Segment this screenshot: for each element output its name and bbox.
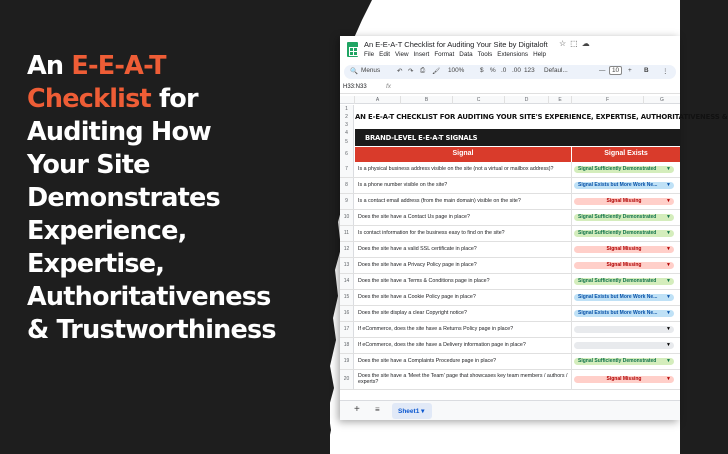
headline-text: Expertise, bbox=[27, 249, 165, 279]
cell-divider bbox=[571, 194, 572, 209]
title-bar bbox=[340, 36, 680, 62]
document-title[interactable]: An E-E-A-T Checklist for Auditing Your Site by Digitaloft bbox=[364, 40, 548, 49]
chevron-down-icon: ▼ bbox=[666, 326, 671, 332]
signal-question-cell[interactable]: Does the site have a Terms & Conditions page in place? bbox=[358, 278, 490, 284]
redo-icon[interactable]: ↷ bbox=[408, 68, 414, 75]
headline-text: Experience, bbox=[27, 216, 187, 246]
cell-divider bbox=[571, 242, 572, 257]
chevron-down-icon: ▼ bbox=[666, 182, 671, 188]
section-band bbox=[355, 129, 680, 146]
row-number[interactable]: 6 bbox=[340, 147, 354, 162]
font-select[interactable]: Defaul... bbox=[544, 67, 568, 74]
chevron-down-icon: ▼ bbox=[666, 358, 671, 364]
signal-question-cell[interactable]: Does the site have a 'Meet the Team' page that showcases key team members / authors / experts? bbox=[358, 373, 568, 386]
signal-question-cell[interactable]: Does the site have a Complaints Procedure page in place? bbox=[358, 358, 497, 364]
row-number[interactable]: 1 bbox=[340, 105, 354, 113]
chevron-down-icon: ▼ bbox=[666, 278, 671, 284]
status-dropdown-chip[interactable] bbox=[574, 182, 674, 189]
menu-file[interactable]: File bbox=[364, 51, 375, 58]
column-header[interactable]: A bbox=[354, 96, 400, 104]
font-size-input[interactable]: 10 bbox=[609, 66, 622, 75]
column-header[interactable]: B bbox=[400, 96, 452, 104]
status-dropdown-chip[interactable] bbox=[574, 230, 674, 237]
table-row bbox=[340, 242, 680, 258]
row-number[interactable]: 8 bbox=[340, 178, 354, 193]
headline bbox=[27, 50, 327, 347]
headline-text: & Trustworthiness bbox=[27, 315, 276, 345]
status-dropdown-chip[interactable] bbox=[574, 198, 674, 205]
row-number[interactable]: 2 bbox=[340, 113, 354, 121]
row-number[interactable]: 3 bbox=[340, 121, 354, 129]
status-dropdown-chip[interactable] bbox=[574, 376, 674, 383]
chevron-down-icon: ▼ bbox=[666, 246, 671, 252]
percent-button[interactable]: % bbox=[490, 67, 496, 74]
cell-divider bbox=[571, 274, 572, 289]
signal-question-cell[interactable]: Is a contact email address (from the main domain) visible on the site? bbox=[358, 198, 521, 204]
signal-question-cell[interactable]: Is contact information for the business easy to find on the site? bbox=[358, 230, 505, 236]
table-row bbox=[340, 370, 680, 390]
status-dropdown-chip[interactable] bbox=[574, 294, 674, 301]
column-header[interactable]: D bbox=[504, 96, 548, 104]
status-dropdown-chip[interactable] bbox=[574, 326, 674, 333]
menu-data[interactable]: Data bbox=[459, 51, 473, 58]
menu-bar bbox=[364, 51, 551, 58]
table-row bbox=[340, 162, 680, 178]
move-icon[interactable]: ⬚ bbox=[570, 39, 582, 48]
row-number[interactable]: 14 bbox=[340, 274, 354, 289]
menu-insert[interactable]: Insert bbox=[413, 51, 430, 58]
number-format-button[interactable]: 123 bbox=[524, 67, 535, 74]
table-row bbox=[340, 338, 680, 354]
status-label: Signal Missing bbox=[606, 198, 642, 204]
table-row bbox=[340, 290, 680, 306]
currency-button[interactable]: $ bbox=[480, 67, 484, 74]
status-dropdown-chip[interactable] bbox=[574, 262, 674, 269]
cloud-icon[interactable]: ☁ bbox=[581, 39, 594, 48]
headline-text: Auditing How bbox=[27, 117, 211, 147]
column-header[interactable]: C bbox=[452, 96, 504, 104]
headline-text: Demonstrates bbox=[27, 183, 220, 213]
chevron-down-icon: ▼ bbox=[666, 214, 671, 220]
column-header[interactable]: G bbox=[643, 96, 680, 104]
row-number[interactable]: 16 bbox=[340, 306, 354, 321]
font-size-decrease-button[interactable]: — bbox=[599, 67, 606, 74]
more-icon[interactable]: ⋮ bbox=[662, 68, 669, 75]
chevron-down-icon: ▼ bbox=[666, 342, 671, 348]
row-number[interactable]: 20 bbox=[340, 370, 354, 389]
status-label: Signal Sufficiently Demonstrated bbox=[578, 166, 657, 172]
menu-format[interactable]: Format bbox=[434, 51, 455, 58]
chevron-down-icon: ▼ bbox=[666, 310, 671, 316]
headline-text: for bbox=[150, 84, 198, 114]
chevron-down-icon: ▼ bbox=[666, 376, 671, 382]
cell-divider bbox=[571, 178, 572, 193]
search-icon[interactable]: 🔍 bbox=[350, 68, 358, 75]
column-headers bbox=[340, 96, 680, 104]
signal-question-cell[interactable]: Is a phone number visible on the site? bbox=[358, 182, 448, 188]
signal-question-cell[interactable]: Does the site have a Contact Us page in place? bbox=[358, 214, 470, 220]
signal-question-cell[interactable]: Does the site have a valid SSL certificate in place? bbox=[358, 246, 477, 252]
sheets-logo-icon[interactable] bbox=[347, 42, 358, 57]
header-signal-exists[interactable]: Signal Exists bbox=[604, 150, 648, 157]
headline-text: Your Site bbox=[27, 150, 150, 180]
signal-question-cell[interactable]: If eCommerce, does the site have a Delivery information page in place? bbox=[358, 342, 526, 348]
status-label: Signal Sufficiently Demonstrated bbox=[578, 230, 657, 236]
cell-divider bbox=[571, 370, 572, 389]
chevron-down-icon: ▼ bbox=[666, 230, 671, 236]
table-row bbox=[340, 210, 680, 226]
signal-question-cell[interactable]: Does the site have a Cookie Policy page in place? bbox=[358, 294, 476, 300]
print-icon[interactable]: ⎙ bbox=[420, 67, 426, 74]
status-label: Signal Sufficiently Demonstrated bbox=[578, 358, 657, 364]
row-number[interactable]: 11 bbox=[340, 226, 354, 241]
headline-panel bbox=[0, 0, 330, 454]
table-row bbox=[340, 194, 680, 210]
table-row bbox=[340, 178, 680, 194]
row-number[interactable]: 4 bbox=[340, 129, 354, 138]
row-number[interactable]: 7 bbox=[340, 162, 354, 177]
cell-divider bbox=[571, 306, 572, 321]
decrease-decimal-button[interactable]: .0 bbox=[501, 67, 507, 74]
cell-divider bbox=[571, 322, 572, 337]
row-number[interactable]: 9 bbox=[340, 194, 354, 209]
sheet-tab[interactable] bbox=[392, 403, 432, 419]
status-label: Signal Exists but More Work Ne... bbox=[578, 294, 658, 300]
signal-question-cell[interactable]: Does the site have a Privacy Policy page in place? bbox=[358, 262, 477, 268]
status-dropdown-chip[interactable] bbox=[574, 166, 674, 173]
row-number[interactable]: 19 bbox=[340, 354, 354, 369]
toolbar bbox=[344, 65, 676, 79]
status-dropdown-chip[interactable] bbox=[574, 278, 674, 285]
menu-view[interactable]: View bbox=[395, 51, 409, 58]
status-label: Signal Missing bbox=[606, 376, 642, 382]
cell-divider bbox=[571, 162, 572, 177]
row-number[interactable]: 17 bbox=[340, 322, 354, 337]
chevron-down-icon: ▼ bbox=[666, 198, 671, 204]
section-label[interactable]: BRAND-LEVEL E-E-A-T SIGNALS bbox=[365, 134, 478, 142]
status-label: Signal Missing bbox=[606, 246, 642, 252]
signal-question-cell[interactable]: Is a physical business address visible on the site (not a virtual or mailbox address)? bbox=[358, 166, 554, 172]
bold-button[interactable]: B bbox=[644, 67, 649, 74]
table-row bbox=[340, 226, 680, 242]
headline-text: An bbox=[27, 51, 72, 81]
menu-edit[interactable]: Edit bbox=[379, 51, 391, 58]
row-number[interactable]: 10 bbox=[340, 210, 354, 225]
status-dropdown-chip[interactable] bbox=[574, 342, 674, 349]
column-header[interactable]: E bbox=[548, 96, 571, 104]
cell-divider bbox=[571, 338, 572, 353]
status-label: Signal Exists but More Work Ne... bbox=[578, 182, 658, 188]
headline-accent: E-E-A-T bbox=[71, 51, 166, 81]
status-label: Signal Exists but More Work Ne... bbox=[578, 310, 658, 316]
signal-question-cell[interactable]: Does the site display a clear Copyright notice? bbox=[358, 310, 467, 316]
zoom-select[interactable]: 100% bbox=[448, 67, 465, 74]
chevron-down-icon: ▼ bbox=[666, 262, 671, 268]
table-row bbox=[340, 274, 680, 290]
sheet-title[interactable]: AN E-E-A-T CHECKLIST FOR AUDITING YOUR SITE'S EXPERIENCE, EXPERTISE, AUTHORITATIVENESS & bbox=[355, 113, 728, 121]
row-number[interactable]: 15 bbox=[340, 290, 354, 305]
row-number[interactable]: 13 bbox=[340, 258, 354, 273]
table-row bbox=[340, 306, 680, 322]
status-dropdown-chip[interactable] bbox=[574, 214, 674, 221]
table-row bbox=[340, 322, 680, 338]
cell-divider bbox=[571, 210, 572, 225]
table-row bbox=[340, 354, 680, 370]
cell-divider bbox=[571, 290, 572, 305]
font-size-increase-button[interactable]: + bbox=[628, 67, 632, 74]
cell-divider bbox=[571, 258, 572, 273]
menus-button[interactable]: Menus bbox=[361, 67, 381, 74]
table-header bbox=[355, 147, 680, 162]
chevron-down-icon: ▼ bbox=[666, 294, 671, 300]
formula-bar bbox=[340, 82, 680, 94]
chevron-down-icon: ▼ bbox=[666, 166, 671, 172]
cell-divider bbox=[571, 354, 572, 369]
star-icon[interactable]: ☆ bbox=[559, 39, 571, 48]
headline-accent: Checklist bbox=[27, 84, 151, 114]
signal-question-cell[interactable]: If eCommerce, does the site have a Returns Policy page in place? bbox=[358, 326, 514, 332]
menu-tools[interactable]: Tools bbox=[477, 51, 493, 58]
title-icons bbox=[559, 39, 594, 48]
status-label: Signal Missing bbox=[606, 262, 642, 268]
name-box[interactable]: H33:N33 bbox=[343, 84, 367, 90]
fx-icon: fx bbox=[386, 83, 392, 90]
menu-help[interactable]: Help bbox=[533, 51, 547, 58]
cell-divider bbox=[571, 226, 572, 241]
headline-text: Authoritativeness bbox=[27, 282, 271, 312]
undo-icon[interactable]: ↶ bbox=[397, 68, 403, 75]
table-row bbox=[340, 258, 680, 274]
column-header[interactable]: F bbox=[571, 96, 643, 104]
row-number[interactable]: 12 bbox=[340, 242, 354, 257]
sheet-tab-label: Sheet1 ▾ bbox=[398, 408, 425, 415]
row-number[interactable]: 18 bbox=[340, 338, 354, 353]
row-number[interactable]: 5 bbox=[340, 138, 354, 147]
status-label: Signal Sufficiently Demonstrated bbox=[578, 278, 657, 284]
add-sheet-button[interactable]: + bbox=[354, 404, 360, 415]
status-dropdown-chip[interactable] bbox=[574, 246, 674, 253]
sheet-tabs-bar bbox=[340, 400, 680, 420]
status-dropdown-chip[interactable] bbox=[574, 310, 674, 317]
status-label: Signal Sufficiently Demonstrated bbox=[578, 214, 657, 220]
header-signal[interactable]: Signal bbox=[452, 150, 474, 157]
increase-decimal-button[interactable]: .00 bbox=[512, 67, 521, 74]
menu-extensions[interactable]: Extensions bbox=[497, 51, 529, 58]
spreadsheet-window bbox=[340, 36, 728, 420]
paint-format-icon[interactable]: 🖌 bbox=[432, 68, 441, 75]
all-sheets-button[interactable]: ≡ bbox=[375, 405, 380, 414]
status-dropdown-chip[interactable] bbox=[574, 358, 674, 365]
